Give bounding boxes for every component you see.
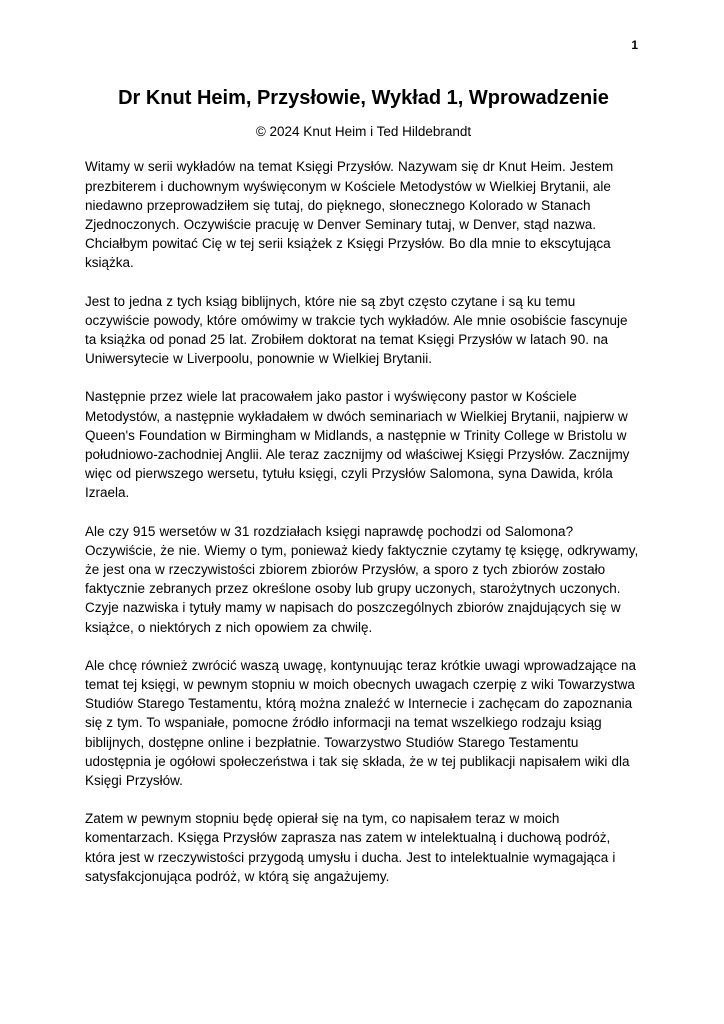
document-title: Dr Knut Heim, Przysłowie, Wykład 1, Wprowadzenie xyxy=(118,87,609,109)
paragraph-1: Witamy w serii wykładów na temat Księgi Przysłów. Nazywam się dr Knut Heim. Jestem prezbiterem i duchownym wyświęconym w Kościele Metodystów w Wielkiej Brytanii, ale niedawno przeprowadziłem się tutaj, do pięknego, słonecznego Kolorado w Stanach Zjednoczonych. Oczywiście pracuję w Denver Seminary tutaj, w Denver, stąd nazwa. Chciałbym powitać Cię w tej serii książek z Księgi Przysłów. Bo dla mnie to ekscytująca książka. xyxy=(85,159,614,271)
page-number: 1 xyxy=(631,38,638,52)
body-text xyxy=(85,157,642,886)
copyright-line: © 2024 Knut Heim i Ted Hildebrandt xyxy=(255,124,472,140)
paragraph-6: Zatem w pewnym stopniu będę opierał się na tym, co napisałem teraz w moich komentarzach. Księga Przysłów zaprasza nas zatem w intelektualną i duchową podróż, która jest w rzeczywistości przygodą umysłu i ducha. Jest to intelektualnie wymagająca i satysfakcjonująca podróż, w którą się angażujemy. xyxy=(85,811,616,884)
document-content xyxy=(85,0,642,886)
paragraph-2: Jest to jedna z tych ksiąg biblijnych, które nie są zbyt często czytane i są ku temu oczywiście powody, które omówimy w trakcie tych wykładów. Ale mnie osobiście fascynuje ta książka od ponad 25 lat. Zrobiłem doktorat na temat Księgi Przysłów w latach 90. na Uniwersytecie w Liverpoolu, ponownie w Wielkiej Brytanii. xyxy=(85,293,628,367)
paragraph-5: Ale chcę również zwrócić waszą uwagę, kontynuując teraz krótkie uwagi wprowadzające na temat tej księgi, w pewnym stopniu w moich obecnych uwagach czerpię z wiki Towarzystwa Studiów Starego Testamentu, którą można znaleźć w Internecie i zachęcam do zapoznania się z tym. To wspaniałe, pomocne źródło informacji na temat wszelkiego rodzaju ksiąg biblijnych, dostępne online i bezpłatnie. Towarzystwo Studiów Starego Testamentu udostępnia je ogółowi społeczeństwa i tak się składa, że w tej publikacji napisałem wiki dla Księgi Przysłów. xyxy=(85,657,637,789)
paragraph-4: Ale czy 915 wersetów w 31 rozdziałach księgi naprawdę pochodzi od Salomona? Oczywiście, że nie. Wiemy o tym, ponieważ kiedy faktycznie czytamy tę księgę, odkrywamy, że jest ona w rzeczywistości zbiorem zbiorów Przysłów, a sporo z tych zbiorów zostało faktycznie zebranych przez określone osoby lub grupy uczonych, starożytnych uczonych. Czyje nazwiska i tytuły mamy w napisach do poszczególnych zbiorów znajdujących się w książce, o niektórych z nich opowiem za chwilę. xyxy=(85,523,639,635)
paragraph-3: Następnie przez wiele lat pracowałem jako pastor i wyświęcony pastor w Kościele Metodystów, a następnie wykładałem w dwóch seminariach w Wielkiej Brytanii, najpierw w Queen's Foundation w Birmingham w Midlands, a następnie w Trinity College w Bristolu w południowo-zachodniej Anglii. Ale teraz zacznijmy od właściwej Księgi Przysłów. Zacznijmy więc od pierwszego wersetu, tytułu księgi, czyli Przysłów Salomona, syna Dawida, króla Izraela. xyxy=(85,389,630,501)
